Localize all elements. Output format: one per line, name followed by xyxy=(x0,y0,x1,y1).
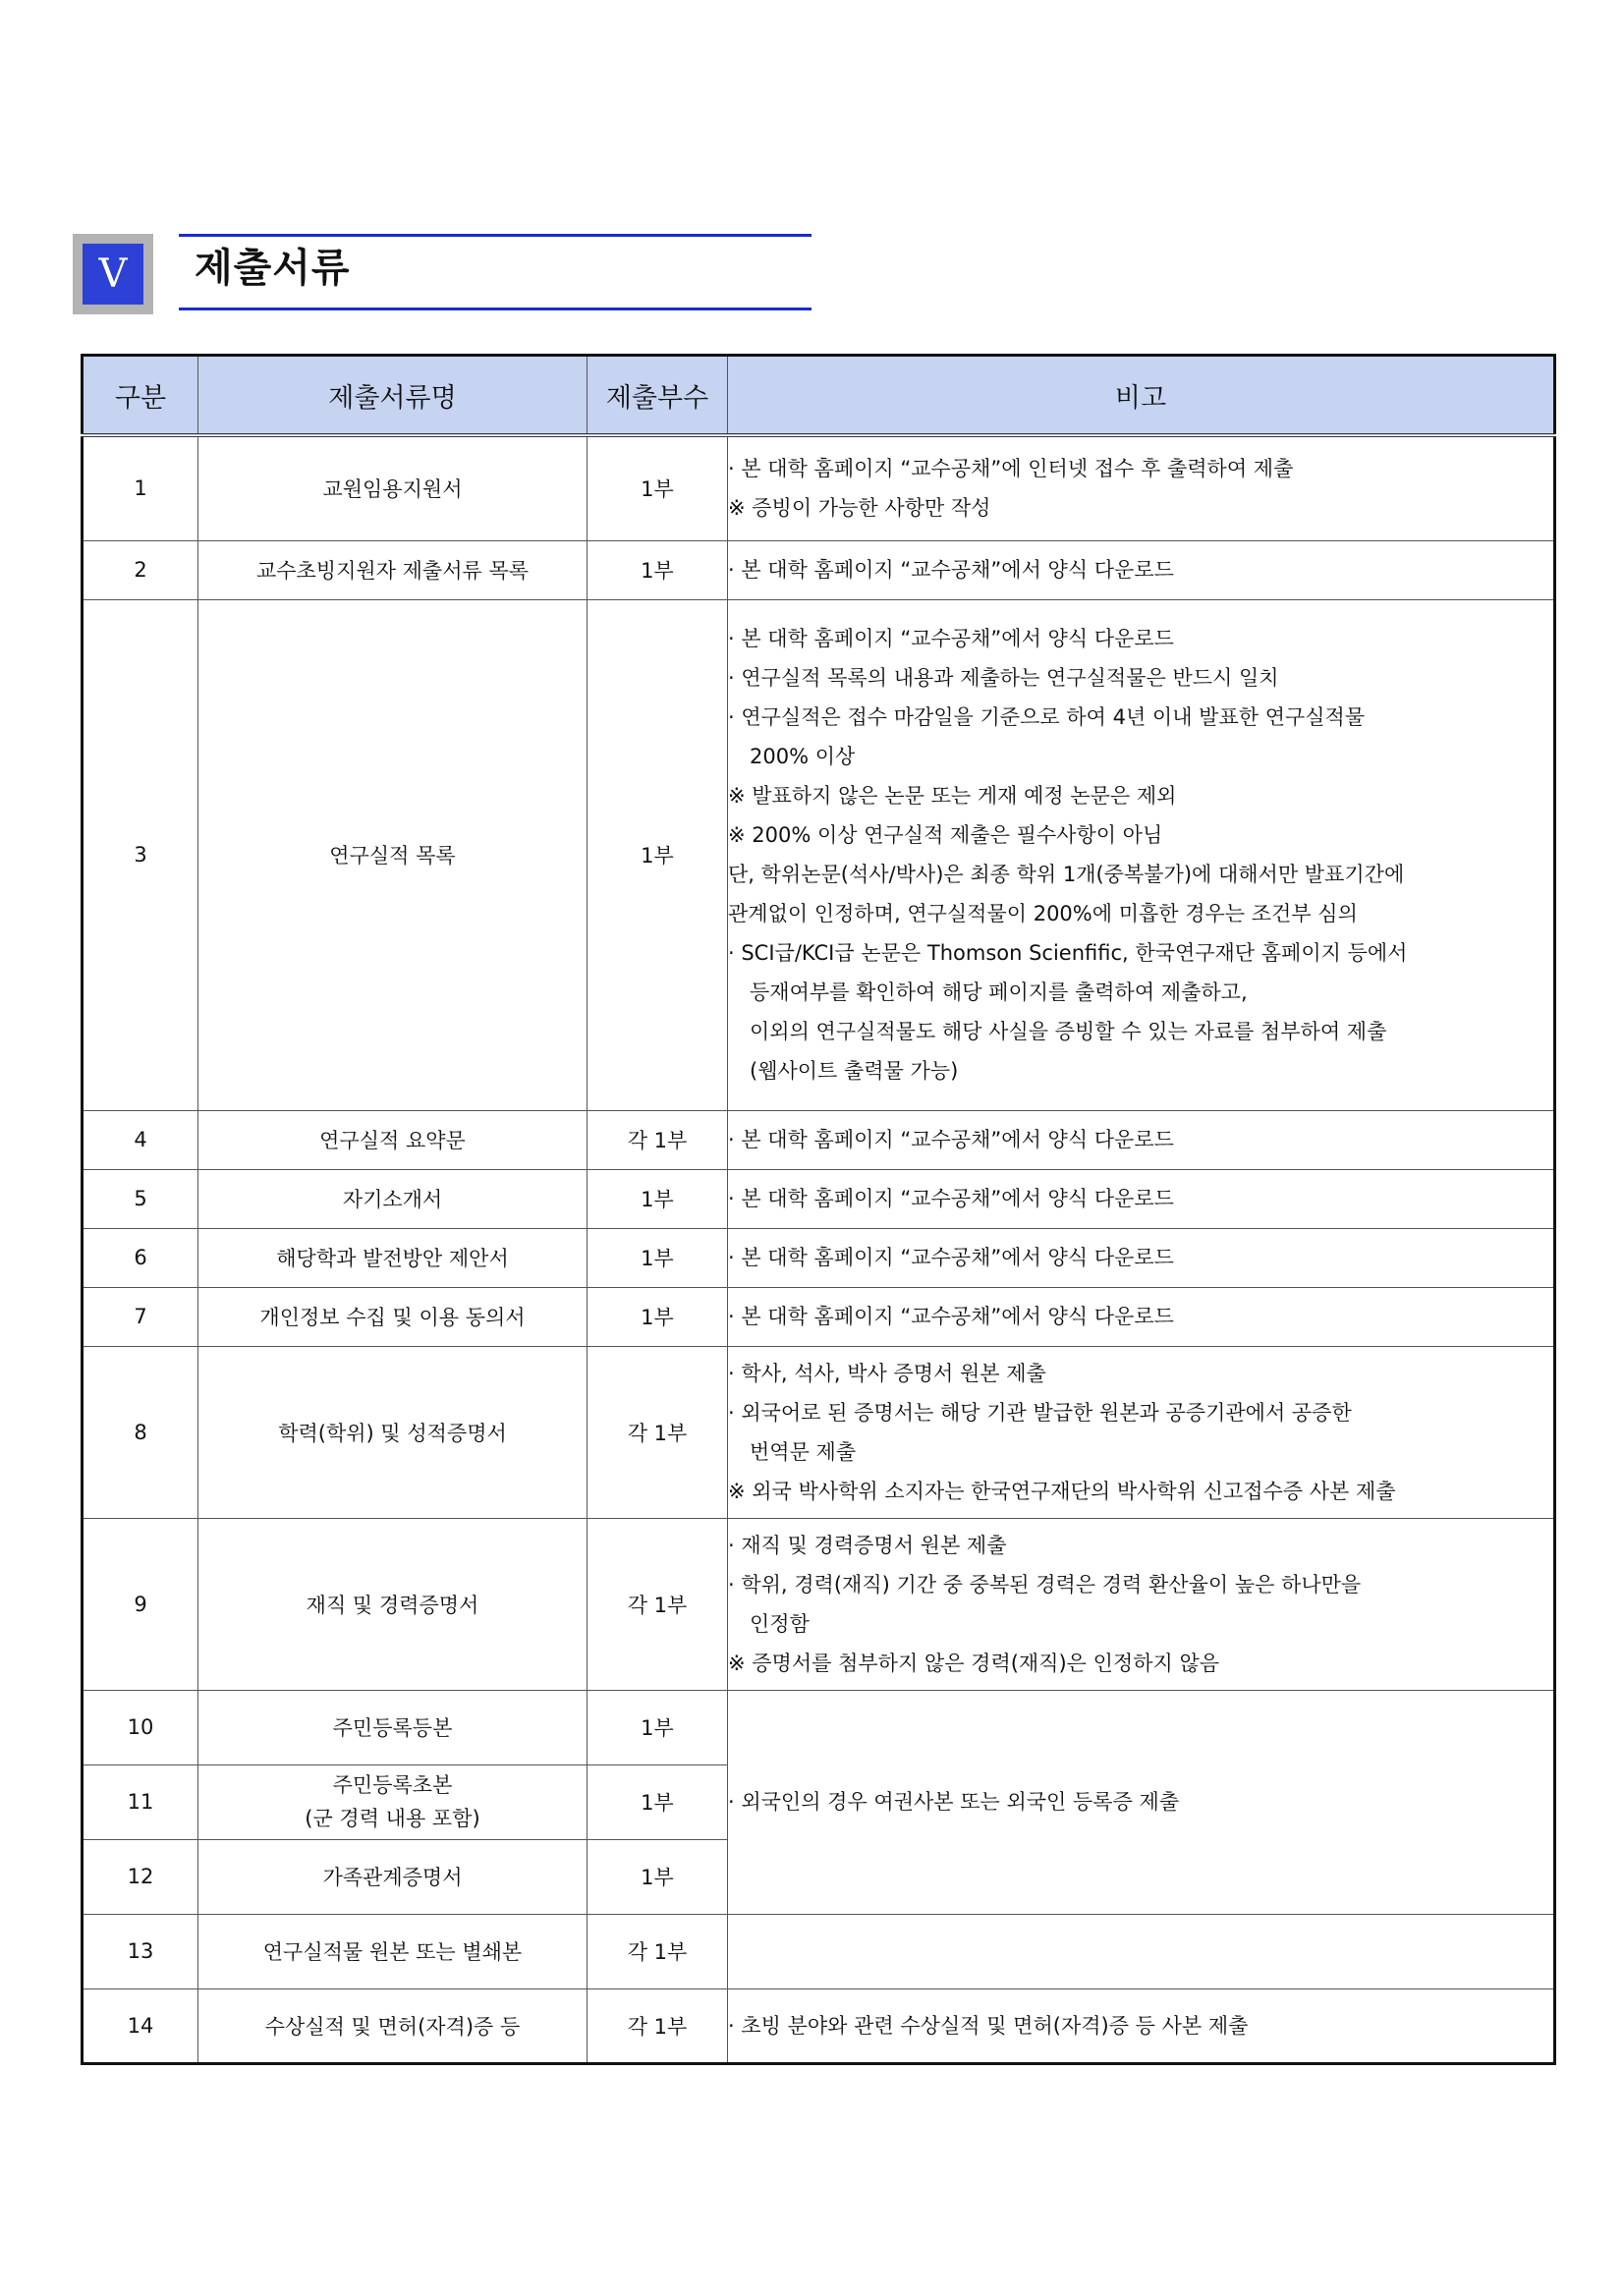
remarks xyxy=(728,1287,1555,1346)
remarks xyxy=(728,1228,1555,1287)
document-name: 재직 및 경력증명서 xyxy=(198,1518,588,1690)
copies: 각 1부 xyxy=(588,1110,728,1169)
note-line: · 외국인의 경우 여권사본 또는 외국인 등록증 제출 xyxy=(728,1790,1180,1814)
table-row xyxy=(83,1169,1555,1228)
row-number: 9 xyxy=(83,1518,198,1690)
section-number-badge xyxy=(73,234,153,314)
note-line: · 본 대학 홈페이지 “교수공채”에서 양식 다운로드 xyxy=(728,1246,1174,1269)
note-line: · 본 대학 홈페이지 “교수공채”에 인터넷 접수 후 출력하여 제출 xyxy=(728,457,1294,481)
remarks xyxy=(728,1518,1555,1690)
remarks xyxy=(728,540,1555,599)
document-name: 개인정보 수집 및 이용 동의서 xyxy=(198,1287,588,1346)
document-name: 주민등록등본 xyxy=(198,1690,588,1764)
copies: 각 1부 xyxy=(588,1988,728,2063)
remarks xyxy=(728,1914,1555,1988)
note-line: ※ 증빙이 가능한 사항만 작성 xyxy=(728,496,991,521)
copies: 1부 xyxy=(588,1764,728,1839)
note-line: · 본 대학 홈페이지 “교수공채”에서 양식 다운로드 xyxy=(728,1305,1174,1328)
copies: 1부 xyxy=(588,599,728,1110)
note-line: ※ 발표하지 않은 논문 또는 게재 예정 논문은 제외 xyxy=(728,784,1177,808)
copies: 1부 xyxy=(588,540,728,599)
table-row xyxy=(83,1228,1555,1287)
remarks xyxy=(728,1169,1555,1228)
row-number: 6 xyxy=(83,1228,198,1287)
header-copies: 제출부수 xyxy=(588,356,728,436)
copies: 각 1부 xyxy=(588,1346,728,1518)
copies: 1부 xyxy=(588,1228,728,1287)
note-line: · 외국어로 된 증명서는 해당 기관 발급한 원본과 공증기관에서 공증한 xyxy=(728,1400,1352,1425)
note-line: 200% 이상 xyxy=(750,745,856,768)
note-line: · 학위, 경력(재직) 기간 중 중복된 경력은 경력 환산율이 높은 하나만을 xyxy=(728,1572,1362,1596)
row-number: 12 xyxy=(83,1839,198,1914)
table-row xyxy=(83,540,1555,599)
note-line: · 초빙 분야와 관련 수상실적 및 면허(자격)증 등 사본 제출 xyxy=(728,2013,1249,2038)
note-line: 관계없이 인정하며, 연구실적물이 200%에 미흡한 경우는 조건부 심의 xyxy=(728,902,1358,925)
copies: 1부 xyxy=(588,435,728,540)
document-name-line: 주민등록초본 xyxy=(332,1773,453,1797)
document-name: 자기소개서 xyxy=(198,1169,588,1228)
document-name: 가족관계증명서 xyxy=(198,1839,588,1914)
note-line: ※ 200% 이상 연구실적 제출은 필수사항이 아님 xyxy=(728,823,1163,847)
note-line: 번역문 제출 xyxy=(750,1439,857,1464)
document-name: 수상실적 및 면허(자격)증 등 xyxy=(198,1988,588,2063)
table-row xyxy=(83,599,1555,1110)
note-line: · SCI급/KCI급 논문은 Thomson Scienfific, 한국연구재단 홈페이지 등에서 xyxy=(728,941,1408,965)
remarks xyxy=(728,435,1555,540)
row-number: 14 xyxy=(83,1988,198,2063)
note-line: 단, 학위논문(석사/박사)은 최종 학위 1개(중복불가)에 대해서만 발표기간에 xyxy=(728,863,1405,886)
copies: 1부 xyxy=(588,1169,728,1228)
header-document-name: 제출서류명 xyxy=(198,356,588,436)
table-row xyxy=(83,435,1555,540)
note-line: · 연구실적 목록의 내용과 제출하는 연구실적물은 반드시 일치 xyxy=(728,666,1279,690)
note-line: ※ 증명서를 첨부하지 않은 경력(재직)은 인정하지 않음 xyxy=(728,1651,1220,1675)
table-row xyxy=(83,1287,1555,1346)
note-line: (웹사이트 출력물 가능) xyxy=(750,1059,959,1083)
note-line: ※ 외국 박사학위 소지자는 한국연구재단의 박사학위 신고접수증 사본 제출 xyxy=(728,1479,1396,1503)
table-row xyxy=(83,1690,1555,1764)
row-number: 5 xyxy=(83,1169,198,1228)
copies: 각 1부 xyxy=(588,1518,728,1690)
required-documents-table xyxy=(81,354,1556,2065)
table-row xyxy=(83,1988,1555,2063)
note-line: · 본 대학 홈페이지 “교수공채”에서 양식 다운로드 xyxy=(728,1187,1174,1210)
header-remarks: 비고 xyxy=(728,356,1555,436)
document-name: 연구실적 요약문 xyxy=(198,1110,588,1169)
copies: 각 1부 xyxy=(588,1914,728,1988)
section-title: 제출서류 xyxy=(195,246,351,291)
row-number: 13 xyxy=(83,1914,198,1988)
document-name: 해당학과 발전방안 제안서 xyxy=(198,1228,588,1287)
row-number: 2 xyxy=(83,540,198,599)
document-name-line: (군 경력 내용 포함) xyxy=(305,1807,480,1830)
note-line: · 본 대학 홈페이지 “교수공채”에서 양식 다운로드 xyxy=(728,627,1174,650)
note-line: 인정함 xyxy=(750,1611,810,1636)
document-name: 연구실적 목록 xyxy=(198,599,588,1110)
section-number: V xyxy=(83,244,143,305)
document-name xyxy=(198,1764,588,1839)
table-row xyxy=(83,1110,1555,1169)
row-number: 4 xyxy=(83,1110,198,1169)
remarks xyxy=(728,1346,1555,1518)
row-number: 3 xyxy=(83,599,198,1110)
note-line: · 연구실적은 접수 마감일을 기준으로 하여 4년 이내 발표한 연구실적물 xyxy=(728,705,1366,729)
section-header xyxy=(73,234,812,314)
document-name: 학력(학위) 및 성적증명서 xyxy=(198,1346,588,1518)
table-row xyxy=(83,1346,1555,1518)
note-line: · 재직 및 경력증명서 원본 제출 xyxy=(728,1533,1007,1557)
note-line: · 학사, 석사, 박사 증명서 원본 제출 xyxy=(728,1361,1046,1385)
copies: 1부 xyxy=(588,1287,728,1346)
row-number: 10 xyxy=(83,1690,198,1764)
copies: 1부 xyxy=(588,1839,728,1914)
row-number: 11 xyxy=(83,1764,198,1839)
remarks-merged xyxy=(728,1690,1555,1914)
note-line: 등재여부를 확인하여 해당 페이지를 출력하여 제출하고, xyxy=(750,980,1248,1004)
table-row xyxy=(83,1518,1555,1690)
remarks xyxy=(728,599,1555,1110)
header-category: 구분 xyxy=(83,356,198,436)
note-line: 이외의 연구실적물도 해당 사실을 증빙할 수 있는 자료를 첨부하여 제출 xyxy=(750,1020,1387,1043)
document-name: 교수초빙지원자 제출서류 목록 xyxy=(198,540,588,599)
remarks xyxy=(728,1988,1555,2063)
note-line: · 본 대학 홈페이지 “교수공채”에서 양식 다운로드 xyxy=(728,558,1174,582)
row-number: 7 xyxy=(83,1287,198,1346)
row-number: 8 xyxy=(83,1346,198,1518)
table-row xyxy=(83,1914,1555,1988)
remarks xyxy=(728,1110,1555,1169)
document-name: 연구실적물 원본 또는 별쇄본 xyxy=(198,1914,588,1988)
copies: 1부 xyxy=(588,1690,728,1764)
row-number: 1 xyxy=(83,435,198,540)
table-header-row xyxy=(83,356,1555,436)
section-title-bar xyxy=(179,234,812,310)
note-line: · 본 대학 홈페이지 “교수공채”에서 양식 다운로드 xyxy=(728,1128,1174,1151)
document-name: 교원임용지원서 xyxy=(198,435,588,540)
